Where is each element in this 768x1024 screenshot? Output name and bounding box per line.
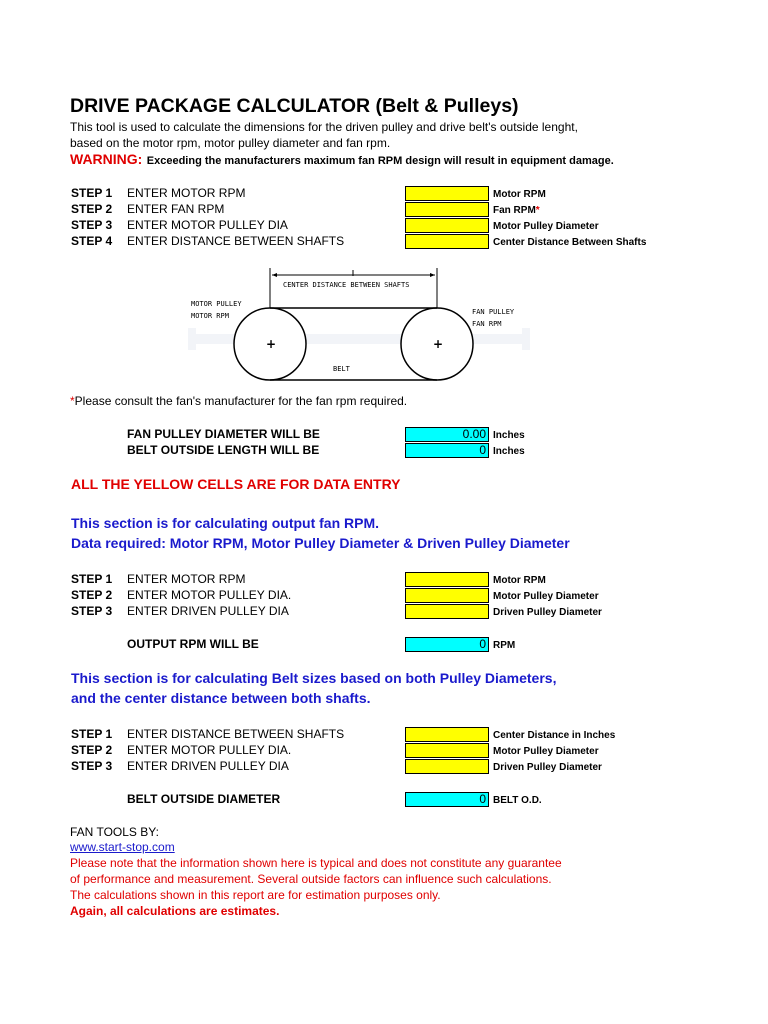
field-label-motor-pulley: Motor Pulley Diameter bbox=[493, 746, 599, 757]
motor-rpm-input[interactable] bbox=[405, 186, 489, 201]
step-number: STEP 1 bbox=[71, 572, 113, 586]
step-number: STEP 3 bbox=[71, 759, 113, 773]
disclaimer-line-4: Again, all calculations are estimates. bbox=[70, 904, 280, 918]
fan-pulley-diameter-output: 0.00 bbox=[405, 427, 489, 442]
arrow-right-icon bbox=[430, 273, 435, 277]
s3-step-2 bbox=[71, 743, 291, 757]
step-text: ENTER MOTOR PULLEY DIA. bbox=[127, 743, 292, 757]
credit-text: FAN TOOLS BY: bbox=[70, 825, 159, 839]
belt-outside-length-output-label: BELT OUTSIDE LENGTH WILL BE bbox=[127, 443, 320, 457]
warning-text: Exceeding the manufacturers maximum fan RPM design will result in equipment damage. bbox=[146, 155, 614, 167]
step-number: STEP 1 bbox=[71, 727, 113, 741]
s3-step-1 bbox=[71, 727, 344, 741]
s2-driven-pulley-diameter-input[interactable] bbox=[405, 604, 489, 619]
pulley-diagram bbox=[180, 262, 550, 388]
unit-label: RPM bbox=[493, 640, 516, 651]
step-text: ENTER MOTOR PULLEY DIA. bbox=[127, 588, 292, 602]
note-text: Please consult the fan's manufacturer for the fan rpm required. bbox=[74, 394, 408, 408]
field-label-center-distance: Center Distance in Inches bbox=[493, 730, 616, 741]
step-number: STEP 3 bbox=[71, 218, 113, 232]
s2-step-1 bbox=[71, 572, 245, 586]
disclaimer-line-3: The calculations shown in this report are for estimation purposes only. bbox=[70, 888, 441, 902]
unit-label: Inches bbox=[493, 446, 525, 457]
section3-heading-1: This section is for calculating Belt sizes based on both Pulley Diameters, bbox=[71, 670, 557, 686]
section3-heading-2: and the center distance between both shafts. bbox=[71, 690, 371, 706]
shaft-shadow-right bbox=[522, 328, 530, 350]
step-text: ENTER MOTOR RPM bbox=[127, 572, 246, 586]
arrow-left-icon bbox=[272, 273, 277, 277]
disclaimer-line-2: of performance and measurement. Several outside factors can influence such calculations. bbox=[70, 872, 552, 886]
s3-motor-pulley-diameter-input[interactable] bbox=[405, 743, 489, 758]
field-label-center-distance: Center Distance Between Shafts bbox=[493, 237, 647, 248]
field-label-fan-rpm bbox=[493, 205, 540, 216]
unit-label: Inches bbox=[493, 430, 525, 441]
motor-pulley-diameter-input[interactable] bbox=[405, 218, 489, 233]
center-distance-label: CENTER DISTANCE BETWEEN SHAFTS bbox=[283, 281, 410, 289]
step-number: STEP 4 bbox=[71, 234, 113, 248]
belt-outside-length-output: 0 bbox=[405, 443, 489, 458]
field-label-motor-rpm: Motor RPM bbox=[493, 575, 546, 586]
step-text: ENTER MOTOR PULLEY DIA bbox=[127, 218, 288, 232]
step-number: STEP 3 bbox=[71, 604, 113, 618]
s3-step-3 bbox=[71, 759, 289, 773]
page-title: DRIVE PACKAGE CALCULATOR (Belt & Pulleys) bbox=[70, 95, 519, 117]
intro-line-1: This tool is used to calculate the dimensions for the driven pulley and drive belt's outside lenght, bbox=[70, 120, 578, 134]
motor-rpm-label: MOTOR RPM bbox=[191, 312, 229, 320]
step-text: ENTER DRIVEN PULLEY DIA bbox=[127, 604, 289, 618]
belt-outside-diameter-value: 0 bbox=[405, 792, 489, 807]
disclaimer-line-1: Please note that the information shown here is typical and does not constitute any guarantee bbox=[70, 856, 562, 870]
field-label-motor-rpm: Motor RPM bbox=[493, 189, 546, 200]
step-text: ENTER DISTANCE BETWEEN SHAFTS bbox=[127, 727, 345, 741]
output-rpm-value: 0 bbox=[405, 637, 489, 652]
s2-motor-rpm-input[interactable] bbox=[405, 572, 489, 587]
motor-shaft-center-icon: + bbox=[266, 337, 277, 351]
warning-row bbox=[70, 151, 614, 169]
shaft-shadow-left bbox=[188, 328, 196, 350]
s1-step-3 bbox=[71, 218, 288, 232]
s2-step-3 bbox=[71, 604, 289, 618]
fan-rpm-label: FAN RPM bbox=[472, 320, 502, 328]
section2-heading-2: Data required: Motor RPM, Motor Pulley Diameter & Driven Pulley Diameter bbox=[71, 535, 570, 551]
field-label-motor-pulley: Motor Pulley Diameter bbox=[493, 591, 599, 602]
field-label-driven-pulley: Driven Pulley Diameter bbox=[493, 607, 602, 618]
fan-pulley-label: FAN PULLEY bbox=[472, 308, 515, 316]
warning-label: WARNING: bbox=[70, 151, 143, 167]
step-number: STEP 2 bbox=[71, 743, 113, 757]
website-link[interactable]: www.start-stop.com bbox=[70, 840, 175, 854]
fan-rpm-input[interactable] bbox=[405, 202, 489, 217]
footnote-mark: * bbox=[535, 205, 540, 216]
unit-label: BELT O.D. bbox=[493, 795, 542, 806]
center-distance-input[interactable] bbox=[405, 234, 489, 249]
s1-step-1 bbox=[71, 186, 245, 200]
step-text: ENTER DISTANCE BETWEEN SHAFTS bbox=[127, 234, 345, 248]
s3-center-distance-input[interactable] bbox=[405, 727, 489, 742]
step-text: ENTER DRIVEN PULLEY DIA bbox=[127, 759, 289, 773]
s1-step-2 bbox=[71, 202, 224, 216]
step-text: ENTER MOTOR RPM bbox=[127, 186, 246, 200]
field-label-motor-pulley: Motor Pulley Diameter bbox=[493, 221, 599, 232]
belt-outside-diameter-label: BELT OUTSIDE DIAMETER bbox=[127, 792, 281, 806]
output-rpm-label: OUTPUT RPM WILL BE bbox=[127, 637, 259, 651]
intro-line-2: based on the motor rpm, motor pulley diameter and fan rpm. bbox=[70, 136, 391, 150]
s3-driven-pulley-diameter-input[interactable] bbox=[405, 759, 489, 774]
s2-step-2 bbox=[71, 588, 291, 602]
s1-step-4 bbox=[71, 234, 344, 248]
field-label-text: Fan RPM bbox=[493, 205, 536, 216]
step-number: STEP 1 bbox=[71, 186, 113, 200]
field-label-driven-pulley: Driven Pulley Diameter bbox=[493, 762, 602, 773]
step-number: STEP 2 bbox=[71, 588, 113, 602]
motor-pulley-label: MOTOR PULLEY bbox=[191, 300, 242, 308]
fan-shaft-center-icon: + bbox=[433, 337, 444, 351]
s2-motor-pulley-diameter-input[interactable] bbox=[405, 588, 489, 603]
step-text: ENTER FAN RPM bbox=[127, 202, 225, 216]
section2-heading-1: This section is for calculating output fan RPM. bbox=[71, 515, 380, 531]
step-number: STEP 2 bbox=[71, 202, 113, 216]
belt-label: BELT bbox=[333, 365, 350, 373]
yellow-cells-note: ALL THE YELLOW CELLS ARE FOR DATA ENTRY bbox=[71, 476, 401, 492]
footnote-mark: * bbox=[70, 394, 75, 408]
fan-rpm-note bbox=[70, 394, 407, 408]
fan-pulley-diameter-output-label: FAN PULLEY DIAMETER WILL BE bbox=[127, 427, 320, 441]
